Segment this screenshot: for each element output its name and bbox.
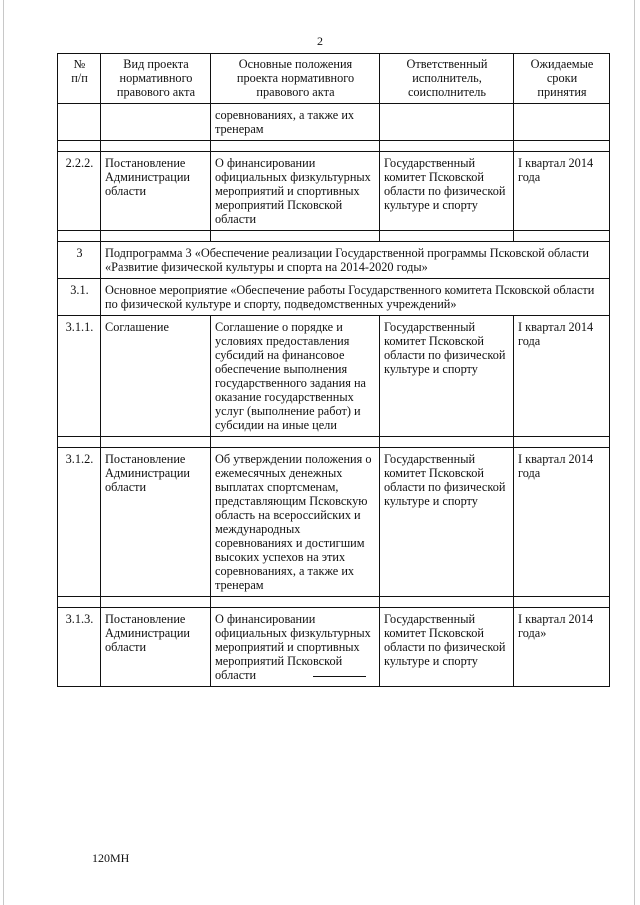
table-header-row — [58, 54, 610, 104]
row-deadline: I квартал 2014 года — [514, 316, 610, 437]
subprogram-title: Подпрограмма 3 «Обеспечение реализации Государственной программы Псковской области «Развитие физической культуры и спорта на 2014-2020 годы» — [101, 242, 610, 279]
header-num: № п/п — [58, 54, 101, 104]
continuation-row — [58, 104, 610, 141]
row-act-type: Постановление Администрации области — [101, 448, 211, 597]
row-num: 2.2.2. — [58, 152, 101, 231]
row-act-type: Соглашение — [101, 316, 211, 437]
spacer-row — [58, 141, 610, 152]
row-provisions: О финансировании официальных физкультурных мероприятий и спортивных мероприятий Псковской области — [211, 152, 380, 231]
row-num: 3.1.2. — [58, 448, 101, 597]
subprogram-num: 3 — [58, 242, 101, 279]
continuation-executor — [380, 104, 514, 141]
row-provisions: Соглашение о порядке и условиях предоставления субсидий на финансовое обеспечение выполнения государственного задания на оказание государственных услуг (выполнение работ) и субсидии на иные цели — [211, 316, 380, 437]
continuation-num — [58, 104, 101, 141]
row-provisions: О финансировании официальных физкультурных мероприятий и спортивных мероприятий Псковской области — [211, 608, 380, 687]
table-row — [58, 152, 610, 231]
legal-acts-table — [57, 53, 610, 687]
footer-document-code: 120МН — [92, 851, 130, 865]
table-row — [58, 608, 610, 687]
scan-edge-left — [3, 0, 4, 905]
main-activity-title: Основное мероприятие «Обеспечение работы Государственного комитета Псковской области по физической культуре и спорту, подведомственных учреждений» — [101, 279, 610, 316]
header-executor: Ответственный исполнитель, соисполнитель — [380, 54, 514, 104]
spacer-row — [58, 597, 610, 608]
end-of-document-rule — [313, 676, 366, 677]
spacer-row — [58, 231, 610, 242]
continuation-type — [101, 104, 211, 141]
row-num: 3.1.1. — [58, 316, 101, 437]
scan-edge-right — [634, 0, 635, 905]
continuation-deadline — [514, 104, 610, 141]
row-provisions: Об утверждении положения о ежемесячных денежных выплатах спортсменам, представляющим Псковскую область на всероссийских и международных соревнованиях и достигшим высоких успехов на этих соревнованиях, а также их тренерам — [211, 448, 380, 597]
page-number: 2 — [317, 34, 323, 48]
header-provisions: Основные положения проекта нормативного правового акта — [211, 54, 380, 104]
header-act-type: Вид проекта нормативного правового акта — [101, 54, 211, 104]
row-executor: Государственный комитет Псковской области по физической культуре и спорту — [380, 316, 514, 437]
row-executor: Государственный комитет Псковской области по физической культуре и спорту — [380, 448, 514, 597]
row-executor: Государственный комитет Псковской области по физической культуре и спорту — [380, 608, 514, 687]
row-deadline: I квартал 2014 года» — [514, 608, 610, 687]
main-activity-row — [58, 279, 610, 316]
header-deadline: Ожидаемые сроки принятия — [514, 54, 610, 104]
subprogram-row — [58, 242, 610, 279]
continuation-provisions: соревнованиях, а также их тренерам — [211, 104, 380, 141]
row-deadline: I квартал 2014 года — [514, 152, 610, 231]
row-act-type: Постановление Администрации области — [101, 152, 211, 231]
table-row — [58, 316, 610, 437]
row-act-type: Постановление Администрации области — [101, 608, 211, 687]
row-num: 3.1.3. — [58, 608, 101, 687]
main-activity-num: 3.1. — [58, 279, 101, 316]
spacer-row — [58, 437, 610, 448]
row-executor: Государственный комитет Псковской области по физической культуре и спорту — [380, 152, 514, 231]
table-row — [58, 448, 610, 597]
row-deadline: I квартал 2014 года — [514, 448, 610, 597]
